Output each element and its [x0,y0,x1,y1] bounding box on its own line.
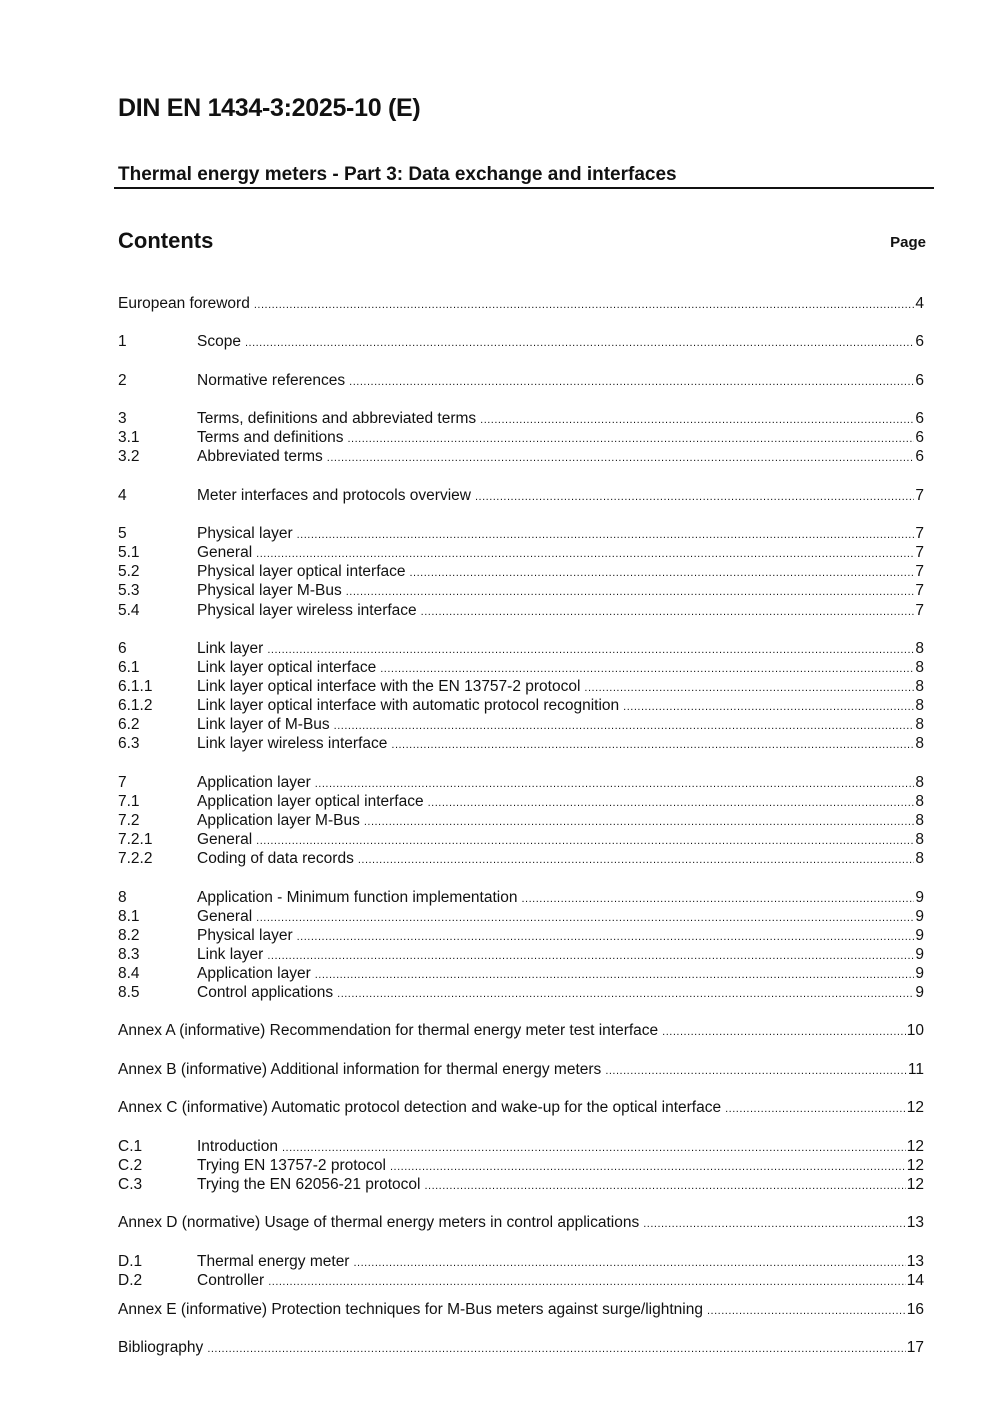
toc-entry[interactable] [118,1175,924,1194]
toc-entry-page: 14 [906,1271,924,1289]
toc-entry[interactable] [118,332,924,351]
toc-entry[interactable] [118,964,924,983]
toc-entry[interactable] [118,792,924,811]
toc-dot-leader [334,717,915,734]
toc-entry[interactable] [118,658,924,677]
toc-entry-page: 6 [915,333,924,351]
toc-entry-page: 11 [907,1060,924,1078]
toc-entry-number: 2 [118,371,127,389]
toc-entry-title: Abbreviated terms [197,448,323,466]
toc-entry-title: Application layer [197,773,311,791]
toc-entry-number: 5.1 [118,544,140,562]
toc-entry[interactable] [118,811,924,830]
toc-entry-number: C.1 [118,1137,143,1155]
toc-entry[interactable] [118,486,924,505]
toc-dot-leader [424,1177,905,1194]
toc-entry[interactable] [118,926,924,945]
toc-dot-leader [428,794,915,811]
toc-entry-number: 7.2.2 [118,850,153,868]
toc-entry[interactable] [118,1098,924,1117]
toc-entry-page: 7 [915,601,924,619]
toc-entry-title: Bibliography [118,1339,204,1357]
toc-entry-page: 13 [906,1214,924,1232]
contents-heading: Contents [118,228,214,253]
toc-entry-page: 12 [906,1156,924,1174]
toc-entry-number: 8.4 [118,964,140,982]
toc-entry-title: European foreword [118,295,250,312]
toc-entry-title: Terms, definitions and abbreviated terms [197,410,477,428]
toc-entry-title: General [197,544,253,562]
toc-entry-number: 5.4 [118,601,140,619]
toc-entry-page: 8 [915,639,924,657]
toc-entry[interactable] [118,715,924,734]
toc-entry-number: C.3 [118,1175,143,1193]
table-of-contents [118,294,924,1357]
toc-entry[interactable] [118,1271,924,1290]
toc-entry-number: 8.2 [118,926,140,944]
toc-entry-number: 3.2 [118,448,140,466]
toc-entry-page: 8 [915,773,924,791]
toc-entry-title: Controller [197,1271,265,1289]
toc-entry-page: 12 [906,1175,924,1193]
toc-dot-leader [315,966,915,983]
title-underline [114,187,934,189]
toc-entry-title: Application layer [197,964,311,982]
toc-entry-number: 5.2 [118,563,140,581]
toc-entry[interactable] [118,294,924,313]
toc-entry-page: 8 [915,678,924,696]
toc-entry-number: 6.2 [118,716,140,734]
toc-entry-title: Application layer M-Bus [197,811,360,829]
toc-entry-title: Scope [197,333,241,351]
toc-entry-page: 12 [906,1137,924,1155]
toc-dot-leader [662,1023,906,1040]
toc-entry[interactable] [118,562,924,581]
toc-entry-title: Terms and definitions [197,429,344,447]
toc-entry-title: Annex E (informative) Protection techniques for M-Bus meters against surge/lightning [118,1300,703,1318]
toc-entry-page: 7 [915,525,924,543]
toc-entry-title: Link layer [197,639,264,657]
toc-entry[interactable] [118,734,924,753]
toc-entry[interactable] [118,945,924,964]
toc-entry[interactable] [118,1156,924,1175]
toc-entry-page: 8 [915,716,924,734]
toc-dot-leader [623,698,914,715]
toc-entry[interactable] [118,371,924,390]
toc-entry-page: 4 [915,295,924,312]
toc-entry-page: 6 [915,410,924,428]
toc-entry-title: Link layer optical interface with the EN 13757-2 protocol [197,678,581,696]
toc-entry-number: 8 [118,888,127,906]
toc-entry-page: 10 [906,1022,924,1040]
toc-entry-number: 6.1.1 [118,678,153,696]
toc-entry[interactable] [118,409,924,428]
toc-dot-leader [391,736,914,753]
toc-entry[interactable] [118,524,924,543]
toc-entry-page: 8 [915,811,924,829]
toc-entry-title: Annex C (informative) Automatic protocol detection and wake-up for the optical interface [118,1099,722,1117]
toc-entry[interactable] [118,1060,924,1079]
toc-entry-title: Annex A (informative) Recommendation for thermal energy meter test interface [118,1022,659,1040]
toc-dot-leader [282,1139,906,1156]
toc-entry-page: 7 [915,563,924,581]
toc-dot-leader [256,545,914,562]
toc-dot-leader [347,430,914,447]
toc-entry[interactable] [118,830,924,849]
toc-dot-leader [380,660,914,677]
toc-entry[interactable] [118,601,924,620]
toc-entry-number: 6 [118,639,127,657]
toc-entry[interactable] [118,983,924,1002]
toc-dot-leader [353,1254,905,1271]
toc-dot-leader [315,775,915,792]
toc-entry[interactable] [118,581,924,600]
toc-entry-page: 8 [915,850,924,868]
toc-entry-number: C.2 [118,1156,143,1174]
toc-entry-number: 6.1 [118,659,140,676]
toc-entry[interactable] [118,1338,924,1357]
toc-entry-page: 13 [906,1252,924,1270]
toc-entry-number: 8.3 [118,945,140,963]
toc-dot-leader [521,890,914,907]
toc-entry-title: Meter interfaces and protocols overview [197,486,471,504]
toc-entry-number: 6.3 [118,735,140,753]
toc-dot-leader [421,603,915,620]
toc-entry-title: Physical layer wireless interface [197,601,417,619]
toc-entry-number: 8.1 [118,907,140,925]
toc-dot-leader [297,526,915,543]
toc-entry-title: Thermal energy meter [197,1252,350,1270]
toc-entry-title: Trying EN 13757-2 protocol [197,1156,386,1174]
toc-entry[interactable] [118,907,924,926]
toc-entry[interactable] [118,1021,924,1040]
toc-dot-leader [268,1273,906,1290]
toc-entry[interactable] [118,543,924,562]
toc-entry-number: 5.3 [118,582,140,600]
toc-dot-leader [267,947,914,964]
toc-entry[interactable] [118,1252,924,1271]
toc-entry[interactable] [118,428,924,447]
toc-dot-leader [480,411,914,428]
toc-entry-page: 9 [915,888,924,906]
toc-entry-number: 4 [118,486,127,504]
toc-dot-leader [207,1340,905,1357]
toc-entry-title: General [197,907,253,925]
toc-entry-number: 1 [118,333,127,351]
toc-entry-number: 7.2.1 [118,831,153,849]
toc-entry-page: 8 [915,735,924,753]
toc-dot-leader [605,1062,907,1079]
toc-dot-leader [254,296,915,313]
toc-dot-leader [584,679,914,696]
toc-entry-page: 9 [915,945,924,963]
toc-entry[interactable] [118,639,924,658]
toc-entry-number: 8.5 [118,984,140,1001]
toc-entry-page: 6 [915,429,924,447]
document-title: Thermal energy meters - Part 3: Data exchange and interfaces [118,164,677,185]
toc-entry[interactable] [118,773,924,792]
toc-entry-page: 12 [906,1099,924,1117]
toc-entry-title: Application - Minimum function implementation [197,888,518,906]
toc-entry-title: Physical layer [197,926,293,944]
toc-entry[interactable] [118,1300,924,1319]
document-id: DIN EN 1434-3:2025-10 (E) [118,94,421,122]
toc-entry-page: 7 [915,544,924,562]
toc-dot-leader [725,1100,906,1117]
toc-entry[interactable] [118,696,924,715]
toc-dot-leader [707,1302,906,1319]
toc-entry-page: 9 [915,984,924,1001]
toc-entry-number: D.1 [118,1252,143,1270]
toc-entry-title: Annex B (informative) Additional information for thermal energy meters [118,1060,602,1078]
toc-entry-number: 3 [118,410,127,428]
page-column-heading: Page [890,234,926,251]
toc-entry[interactable] [118,1213,924,1232]
toc-entry-title: Physical layer [197,525,293,543]
toc-entry-title: Link layer optical interface with automatic protocol recognition [197,697,620,715]
toc-entry-page: 7 [915,486,924,504]
toc-entry-number: 5 [118,525,127,543]
toc-entry-page: 6 [915,371,924,389]
toc-entry-title: Application layer optical interface [197,792,424,810]
toc-dot-leader [364,813,915,830]
toc-dot-leader [256,832,914,849]
toc-dot-leader [643,1215,906,1232]
toc-entry-title: Physical layer optical interface [197,563,406,581]
toc-entry-title: Normative references [197,371,346,389]
toc-entry-number: 3.1 [118,429,140,447]
toc-entry-title: General [197,831,253,849]
toc-dot-leader [349,373,914,390]
toc-entry-title: Introduction [197,1137,278,1155]
toc-dot-leader [475,488,914,505]
toc-dot-leader [358,851,915,868]
toc-entry-page: 8 [915,659,924,676]
toc-entry-number: 7.2 [118,811,140,829]
toc-entry-title: Link layer optical interface [197,659,377,676]
toc-entry-title: Physical layer M-Bus [197,582,342,600]
toc-entry-number: D.2 [118,1271,143,1289]
toc-entry-page: 9 [915,964,924,982]
toc-dot-leader [256,909,914,926]
toc-dot-leader [267,641,914,658]
toc-entry[interactable] [118,1137,924,1156]
toc-entry[interactable] [118,888,924,907]
toc-dot-leader [337,985,914,1002]
toc-entry-page: 16 [906,1300,924,1318]
toc-entry-page: 8 [915,792,924,810]
toc-entry-title: Annex D (normative) Usage of thermal energy meters in control applications [118,1214,640,1232]
toc-entry-page: 9 [915,926,924,944]
toc-entry-number: 6.1.2 [118,697,153,715]
toc-entry-page: 8 [915,831,924,849]
toc-entry[interactable] [118,849,924,868]
toc-entry-page: 6 [915,448,924,466]
toc-entry-number: 7.1 [118,792,140,810]
toc-dot-leader [390,1158,906,1175]
toc-entry-title: Link layer wireless interface [197,735,388,753]
toc-dot-leader [245,334,914,351]
toc-entry-number: 7 [118,773,127,791]
toc-dot-leader [346,583,915,600]
toc-entry[interactable] [118,677,924,696]
toc-entry-page: 9 [915,907,924,925]
toc-entry-title: Trying the EN 62056-21 protocol [197,1175,421,1193]
toc-entry-title: Link layer [197,945,264,963]
toc-entry-page: 8 [915,697,924,715]
toc-dot-leader [410,564,915,581]
toc-entry-title: Control applications [197,984,334,1001]
toc-dot-leader [327,449,915,466]
toc-entry-page: 7 [915,582,924,600]
toc-dot-leader [297,928,915,945]
toc-entry[interactable] [118,447,924,466]
toc-entry-title: Link layer of M-Bus [197,716,330,734]
toc-entry-page: 17 [906,1339,924,1357]
toc-entry-title: Coding of data records [197,850,354,868]
